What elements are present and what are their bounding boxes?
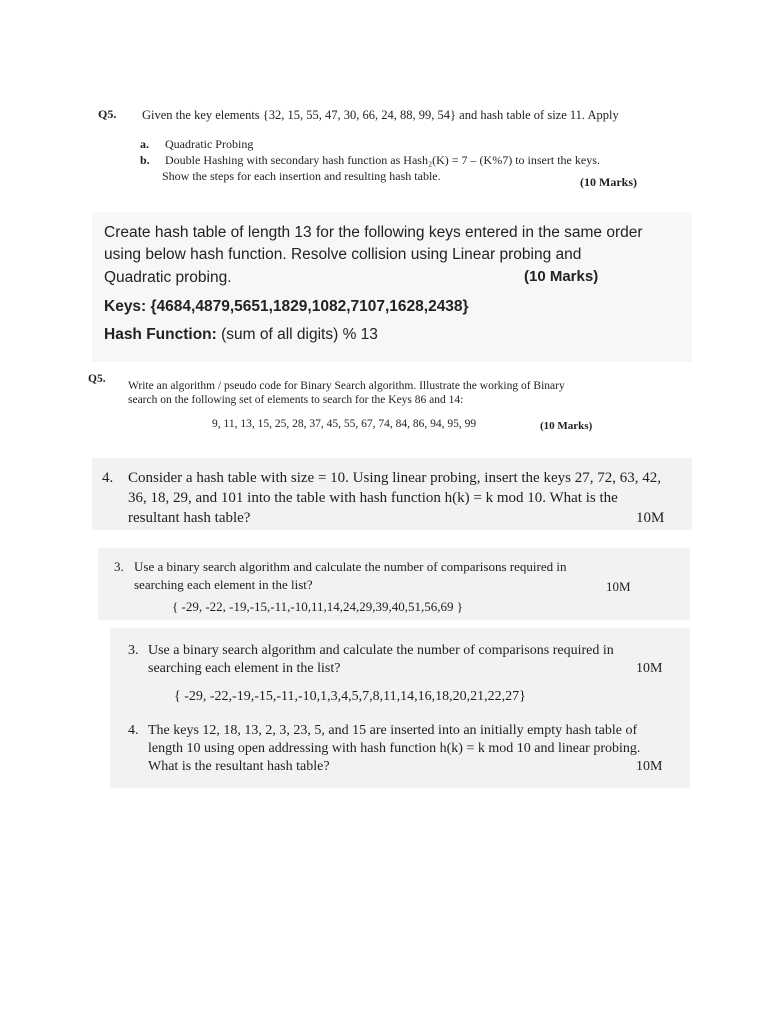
marks: 10M [636,661,663,676]
question-3-binary-search-a [98,548,690,620]
question-line1: Write an algorithm / pseudo code for Binary Search algorithm. Illustrate the working of Binary [128,380,565,392]
question-line1: Use a binary search algorithm and calculate the number of comparisons required in [148,643,614,658]
question-number-4: 4. [128,723,139,738]
option-b-label: b. [140,153,150,167]
question-line1: Create hash table of length 13 for the following keys entered in the same order [104,224,643,241]
question-line3: Quadratic probing. [104,269,232,286]
option-a-text: Quadratic Probing [165,137,254,151]
option-a [140,136,253,152]
question-q5-binary-search [84,365,694,443]
question-text [148,642,668,678]
question-line2: searching each element in the list? [134,577,313,592]
question-4-linear-probing [92,458,692,530]
marks: (10 Marks) [580,175,637,189]
option-a-label: a. [140,137,149,151]
question-text [128,379,628,407]
question-number: Q5. [88,373,106,385]
question-number: Q5. [98,107,117,121]
question-block-final [110,628,690,788]
question-text: Given the key elements {32, 15, 55, 47, 30, 66, 24, 88, 99, 54} and hash table of size 11. Apply [142,108,619,122]
element-list: { -29, -22, -19,-15,-11,-10,11,14,24,29,39,40,51,56,69 } [172,599,463,614]
option-b [140,152,600,168]
element-list: { -29, -22,-19,-15,-11,-10,1,3,4,5,7,8,11,14,16,18,20,21,22,27} [174,689,526,704]
marks: 10M [636,510,665,526]
hash-function-text: (sum of all digits) % 13 [221,326,378,343]
marks: 10M [606,579,631,594]
question-line2: searching each element in the list? [148,661,341,676]
question-number: 4. [102,470,114,486]
question-text-4: The keys 12, 18, 13, 2, 3, 23, 5, and 15 are inserted into an initially empty hash table of length 10 using open addressing with hash function h(k) = k mod 10 and linear probing. What is the resultant hash table? [148,723,641,774]
question-line2: search on the following set of elements to search for the Keys 86 and 14: [128,394,464,406]
keys-list: Keys: {4684,4879,5651,1829,1082,7107,1628,2438} [104,298,469,315]
hash-function [104,324,378,346]
question-text: Consider a hash table with size = 10. Using linear probing, insert the keys 27, 72, 63, 42, 36, 18, 29, and 101 into the table with hash function h(k) = k mod 10. What is the resultant hash table? [128,470,661,526]
question-text [134,558,604,594]
question-line1: Use a binary search algorithm and calculate the number of comparisons required in [134,559,567,574]
option-b-text-line2: Show the steps for each insertion and resulting hash table. [162,169,441,183]
option-b-text: Double Hashing with secondary hash function as Hash₂(K) = 7 – (K%7) to insert the keys. [165,153,600,167]
marks: (10 Marks) [524,268,599,285]
question-hash-table-13 [92,212,692,362]
question-number: 3. [114,559,124,574]
question-line2: using below hash function. Resolve collision using Linear probing and [104,246,582,263]
hash-function-label: Hash Function: [104,326,217,343]
marks: (10 Marks) [540,420,593,432]
element-sequence: 9, 11, 13, 15, 25, 28, 37, 45, 55, 67, 74, 84, 86, 94, 95, 99 [212,418,477,430]
question-number: 3. [128,643,139,658]
marks-4: 10M [636,759,663,774]
